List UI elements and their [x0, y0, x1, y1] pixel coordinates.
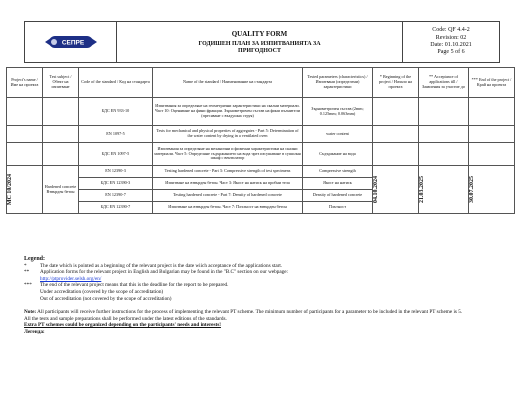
legend-text: Out of accreditation (not covered by the scope of accreditation) [40, 295, 172, 302]
svg-text:СЕПРЕ: СЕПРЕ [61, 39, 84, 47]
std-name: Изпитвания за определяне на механични и физични характеристики на скални материали. Част 5: Определяне съдържанието на вода чрез изсушаване в сушилня шкаф с вентилатор [153, 143, 303, 166]
plan-title [198, 41, 320, 55]
std-name: Testing hardened concrete - Part 3: Compressive strength of test specimens [153, 166, 303, 178]
test-subject: Hardened concrete Втвърден бетон [43, 166, 79, 214]
legend-item [24, 282, 504, 289]
table-cell-empty [419, 126, 469, 143]
plan-title-line2: ПРИГОДНОСТ [238, 47, 281, 54]
legend-text: The date which is pointed as a beginning of the relevant project is the date wiich acceptance of the applications start. [40, 262, 283, 269]
table-cell-empty [43, 126, 79, 143]
col-header-name: Name of the standard / Наименование на стандарта [153, 68, 303, 98]
table-cell-empty [469, 126, 515, 143]
end-cell [469, 166, 515, 214]
table-cell-empty [469, 98, 515, 126]
begin-date: 04.10.2024 [373, 176, 379, 203]
std-code: БДС EN 12390-3 [79, 178, 153, 190]
col-header-project: Project's name / Име на проекта [7, 68, 43, 98]
std-name: Изпитване на втвърден бетон. Част 7: Плътност на втвърден бетон [153, 202, 303, 214]
legend-text: Under accreditation (covered by the scope of accreditation) [40, 288, 164, 295]
table-row [7, 166, 515, 178]
col-header-acceptance: ** Acceptance of applications till / Заявления за участие до [419, 68, 469, 98]
col-header-end: *** End of the project / Край на проекта [469, 68, 515, 98]
tested-params: water content [303, 126, 373, 143]
table-cell-empty [419, 98, 469, 126]
tested-params: Зърнометричен състав (2mm; 0.125mm; 0.063mm) [303, 98, 373, 126]
std-code: EN 12390-3 [79, 166, 153, 178]
table-cell-empty [373, 98, 419, 126]
col-header-subject: Test subject / Обект на изпитване [43, 68, 79, 98]
acceptance-date: 21.03.2025 [419, 176, 425, 203]
legend [24, 256, 504, 336]
acceptance-cell [419, 166, 469, 214]
doc-revision: Revision: 02 [435, 34, 467, 41]
note-standards: All the tests and sample preparations shall be performed under the latest editions of the standards. [24, 315, 227, 322]
std-code: БДС EN 12390-7 [79, 202, 153, 214]
tested-params: Якост на натиск [303, 178, 373, 190]
legend-text: Application forms for the relevant project in English and Bulgarian may be found in the "B.C" section on our webpage: [40, 269, 288, 276]
col-header-params: Tested parameters (characteristics) / Изпитвани (определени) характеристики [303, 68, 373, 98]
logo-cell [25, 22, 117, 62]
std-code: EN 1097-5 [79, 126, 153, 143]
plan-title-line1: ГОДИШЕН ПЛАН ЗА ИЗПИТВАНИЯТА ЗА [198, 40, 321, 47]
legend-item [24, 269, 504, 276]
table-row [7, 143, 515, 166]
table-cell-empty [7, 126, 43, 143]
project-cell [7, 166, 43, 214]
project-name: MC 10/2024 [7, 173, 13, 206]
legend-symbol: *** [24, 282, 32, 289]
legend-symbol: ** [24, 269, 30, 276]
legend-item [24, 289, 504, 296]
legend-symbol [24, 289, 40, 296]
std-name: Изпитвания за определяне на геометрични характеристики на скални материали. Част 10: Оценяване на фини фракции. Зърнометричен състав на фини пълнители (пресяване с въздушна струя) [153, 98, 303, 126]
company-logo [43, 30, 99, 54]
legend-symbol [24, 276, 40, 283]
tested-params: Density of hardened concrete [303, 190, 373, 202]
legend-heading-bg: Легенда: [24, 328, 45, 335]
std-name: Testing hardened concrete - Part 7: Density of hardened concrete [153, 190, 303, 202]
tested-params: Съдържание на вода [303, 143, 373, 166]
note-extra-schemes: Extra PT schemes could be organized depending on the participants' needs and interests! [24, 322, 221, 329]
legend-heading: Legend: [24, 256, 45, 262]
legend-item [24, 296, 504, 303]
end-date: 30.07.2025 [469, 176, 475, 203]
doc-code: Code: QF 4.4-2 [432, 27, 470, 34]
table-cell-empty [373, 126, 419, 143]
table-cell-empty [43, 98, 79, 126]
table-cell-empty [469, 143, 515, 166]
tested-params: Плътност [303, 202, 373, 214]
form-header [24, 21, 500, 63]
doc-date: Date: 01.10.2021 [430, 42, 472, 48]
legend-symbol [24, 296, 40, 303]
table-row [7, 98, 515, 126]
table-cell-empty [7, 143, 43, 166]
legend-symbol: * [24, 262, 27, 269]
std-name: Изпитване на втвърден бетон. Част 3: Якост на натиск на пробни тела [153, 178, 303, 190]
note-participants-text: All participants will receive further instructions for the process of implementing the relevant PT scheme. The minimum number of participants for a parameter to be included in the relevant PT scheme is 5. [37, 309, 463, 316]
table-cell-empty [43, 143, 79, 166]
std-code: БДС EN 933-10 [79, 98, 153, 126]
tested-params: Compressive strength [303, 166, 373, 178]
doc-page: Page 5 of 6 [437, 49, 465, 56]
std-name: Tests for mechanical and physical properties of aggregates - Part 5: Determination of the water content by drying in a ventilated oven [153, 126, 303, 143]
begin-cell [373, 166, 419, 214]
meta-cell [403, 22, 499, 62]
table-cell-empty [373, 143, 419, 166]
std-code: БДС EN 1097-5 [79, 143, 153, 166]
title-cell [117, 22, 403, 62]
std-code: EN 12390-7 [79, 190, 153, 202]
legend-text: The end of the relevant project means that this is the deadline for the report to be prepared. [40, 282, 229, 289]
plan-table [6, 67, 515, 214]
table-header-row [7, 68, 515, 98]
table-cell-empty [7, 98, 43, 126]
table-cell-empty [419, 143, 469, 166]
note-participants: Note: All participants will receive further instructions for the process of implementing the relevant PT scheme. The minimum number of participants for a parameter to be included in the relevant PT scheme is 5. [24, 309, 463, 316]
col-header-code: Code of the standard / Код на стандарта [79, 68, 153, 98]
col-header-begin: * Beginning of the project / Начало на проекта [373, 68, 419, 98]
webpage-link[interactable]: http://ptprovider.selsh.org/en/ [40, 275, 102, 282]
table-row [7, 126, 515, 143]
form-title: QUALITY FORM [231, 29, 288, 38]
